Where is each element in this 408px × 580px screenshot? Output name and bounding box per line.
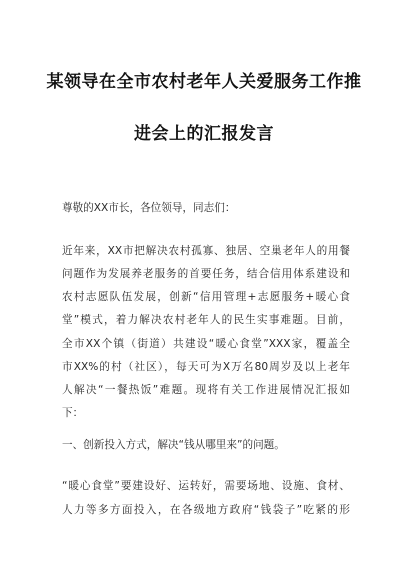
paragraph-1-line-1: 近年来，XX市把解决农村孤寡、独居、空巢老年人的用餐	[62, 245, 350, 257]
section-1-heading: 一、创新投入方式，解决“钱从哪里来”的问题。	[62, 439, 285, 451]
paragraph-1-line-3: 农村志愿队伍发展，创新“信用管理+志愿服务+暖心食	[62, 291, 350, 303]
paragraph-1-line-8: 下：	[62, 407, 84, 419]
paragraph-1-line-5: 全市XX个镇（街道）共建设“暖心食堂”XXX家，覆盖全	[62, 338, 350, 350]
paragraph-1-line-7: 人解决“一餐热饭”难题。现将有关工作进展情况汇报如	[62, 384, 350, 396]
paragraph-1-line-2: 问题作为发展养老服务的首要任务，结合信用体系建设和	[62, 268, 350, 280]
salutation: 尊敬的XX市长，各位领导，同志们：	[62, 202, 236, 214]
paragraph-2-line-2: 人力等多方面投入，在各级地方政府“钱袋子”吃紧的形	[62, 504, 350, 516]
document-title-line-2: 进会上的汇报发言	[134, 124, 274, 144]
paragraph-1-line-4: 堂”模式，着力解决农村老年人的民生实事难题。目前，	[62, 314, 350, 326]
paragraph-1-line-6: 市XX%的村（社区），每天可为X万名80周岁及以上老年	[62, 361, 350, 373]
document-title-line-1: 某领导在全市农村老年人关爱服务工作推	[46, 72, 362, 92]
paragraph-2-line-1: “暖心食堂”要建设好、运转好，需要场地、设施、食材、	[62, 480, 350, 492]
